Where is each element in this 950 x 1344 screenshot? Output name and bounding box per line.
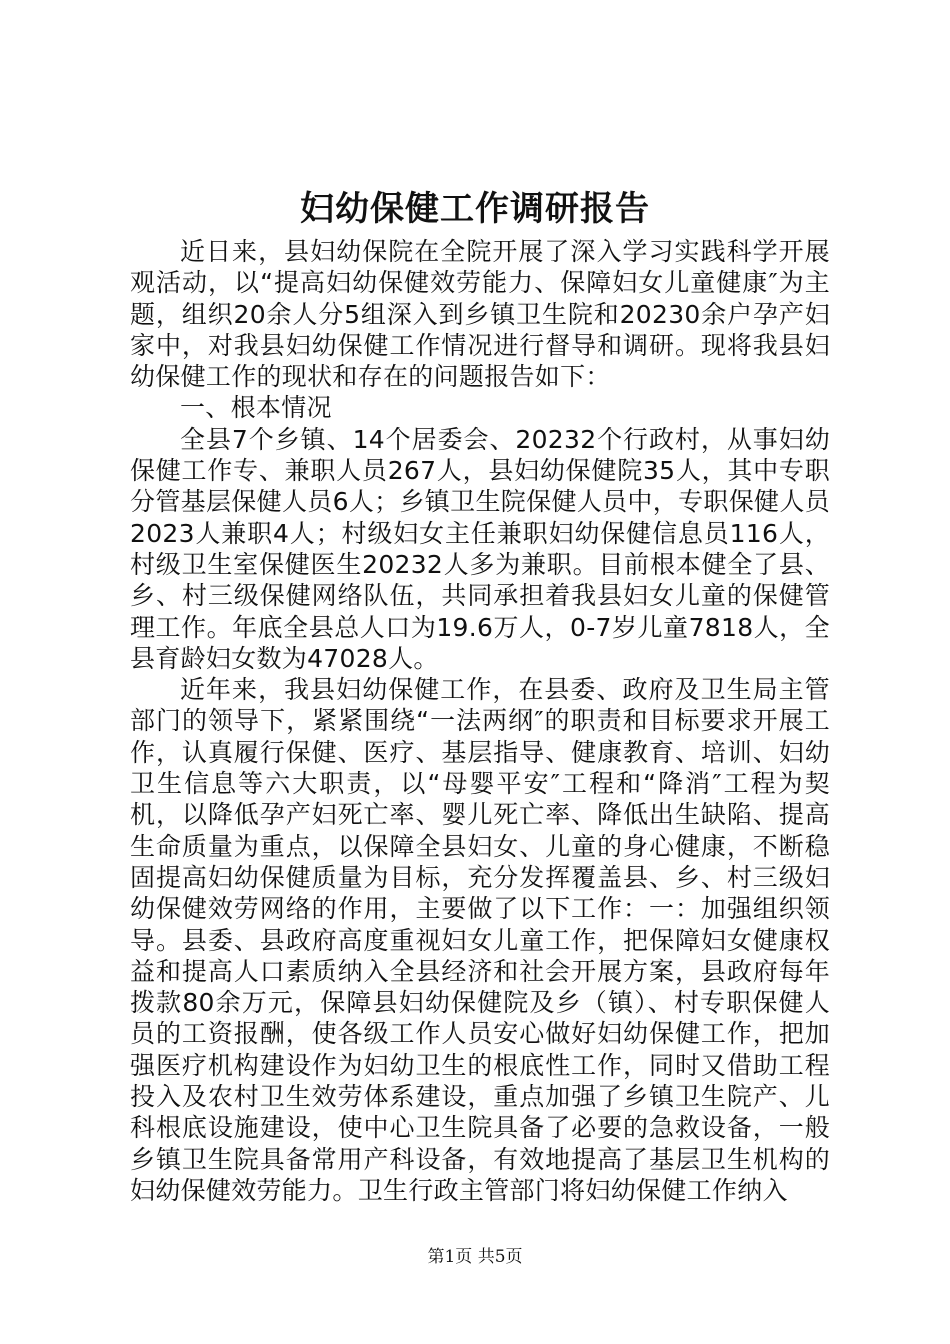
section-heading-basic-situation: 一、根本情况: [180, 393, 332, 423]
document-title: 妇幼保健工作调研报告: [300, 189, 650, 229]
page-footer: 第1页 共5页: [427, 1247, 523, 1267]
paragraph-basic-situation: 全县7个乡镇、14个居委会、20232个行政村，从事妇幼保健工作专、兼职人员267人，县妇幼保健院35人，其中专职分管基层保健人员6人；乡镇卫生院保健人员中，专职保健人员2023人兼职4人；村级妇女主任兼职妇幼保健信息员116人，村级卫生室保健医生20232人多为兼职。目前根本健全了县、乡、村三级保健网络队伍，共同承担着我县妇女儿童的保健管理工作。年底全县总人口为19.6万人，0-7岁儿童7818人，全县育龄妇女数为47028人。: [130, 424, 830, 673]
document-body: [130, 236, 830, 1206]
paragraph-work-overview: 近年来，我县妇幼保健工作，在县委、政府及卫生局主管部门的领导下，紧紧围绕“一法两纲″的职责和目标要求开展工作，认真履行保健、医疗、基层指导、健康教育、培训、妇幼卫生信息等六大职责，以“母婴平安″工程和“降消″工程为契机，以降低孕产妇死亡率、婴儿死亡率、降低出生缺陷、提高生命质量为重点，以保障全县妇女、儿童的身心健康，不断稳固提高妇幼保健质量为目标，充分发挥覆盖县、乡、村三级妇幼保健效劳网络的作用，主要做了以下工作：一：加强组织领导。县委、县政府高度重视妇女儿童工作，把保障妇女健康权益和提高人口素质纳入全县经济和社会开展方案，县政府每年拨款80余万元，保障县妇幼保健院及乡（镇）、村专职保健人员的工资报酬，使各级工作人员安心做好妇幼保健工作，把加强医疗机构建设作为妇幼卫生的根底性工作，同时又借助工程投入及农村卫生效劳体系建设，重点加强了乡镇卫生院产、儿科根底设施建设，使中心卫生院具备了必要的急救设备，一般乡镇卫生院具备常用产科设备，有效地提高了基层卫生机构的妇幼保健效劳能力。卫生行政主管部门将妇幼保健工作纳入: [130, 675, 830, 1205]
paragraph-intro: 近日来，县妇幼保院在全院开展了深入学习实践科学开展观活动，以“提高妇幼保健效劳能力、保障妇女儿童健康″为主题，组织20余人分5组深入到乡镇卫生院和20230余户孕产妇家中，对我县妇幼保健工作情况进行督导和调研。现将我县妇幼保健工作的现状和存在的问题报告如下：: [130, 237, 830, 392]
